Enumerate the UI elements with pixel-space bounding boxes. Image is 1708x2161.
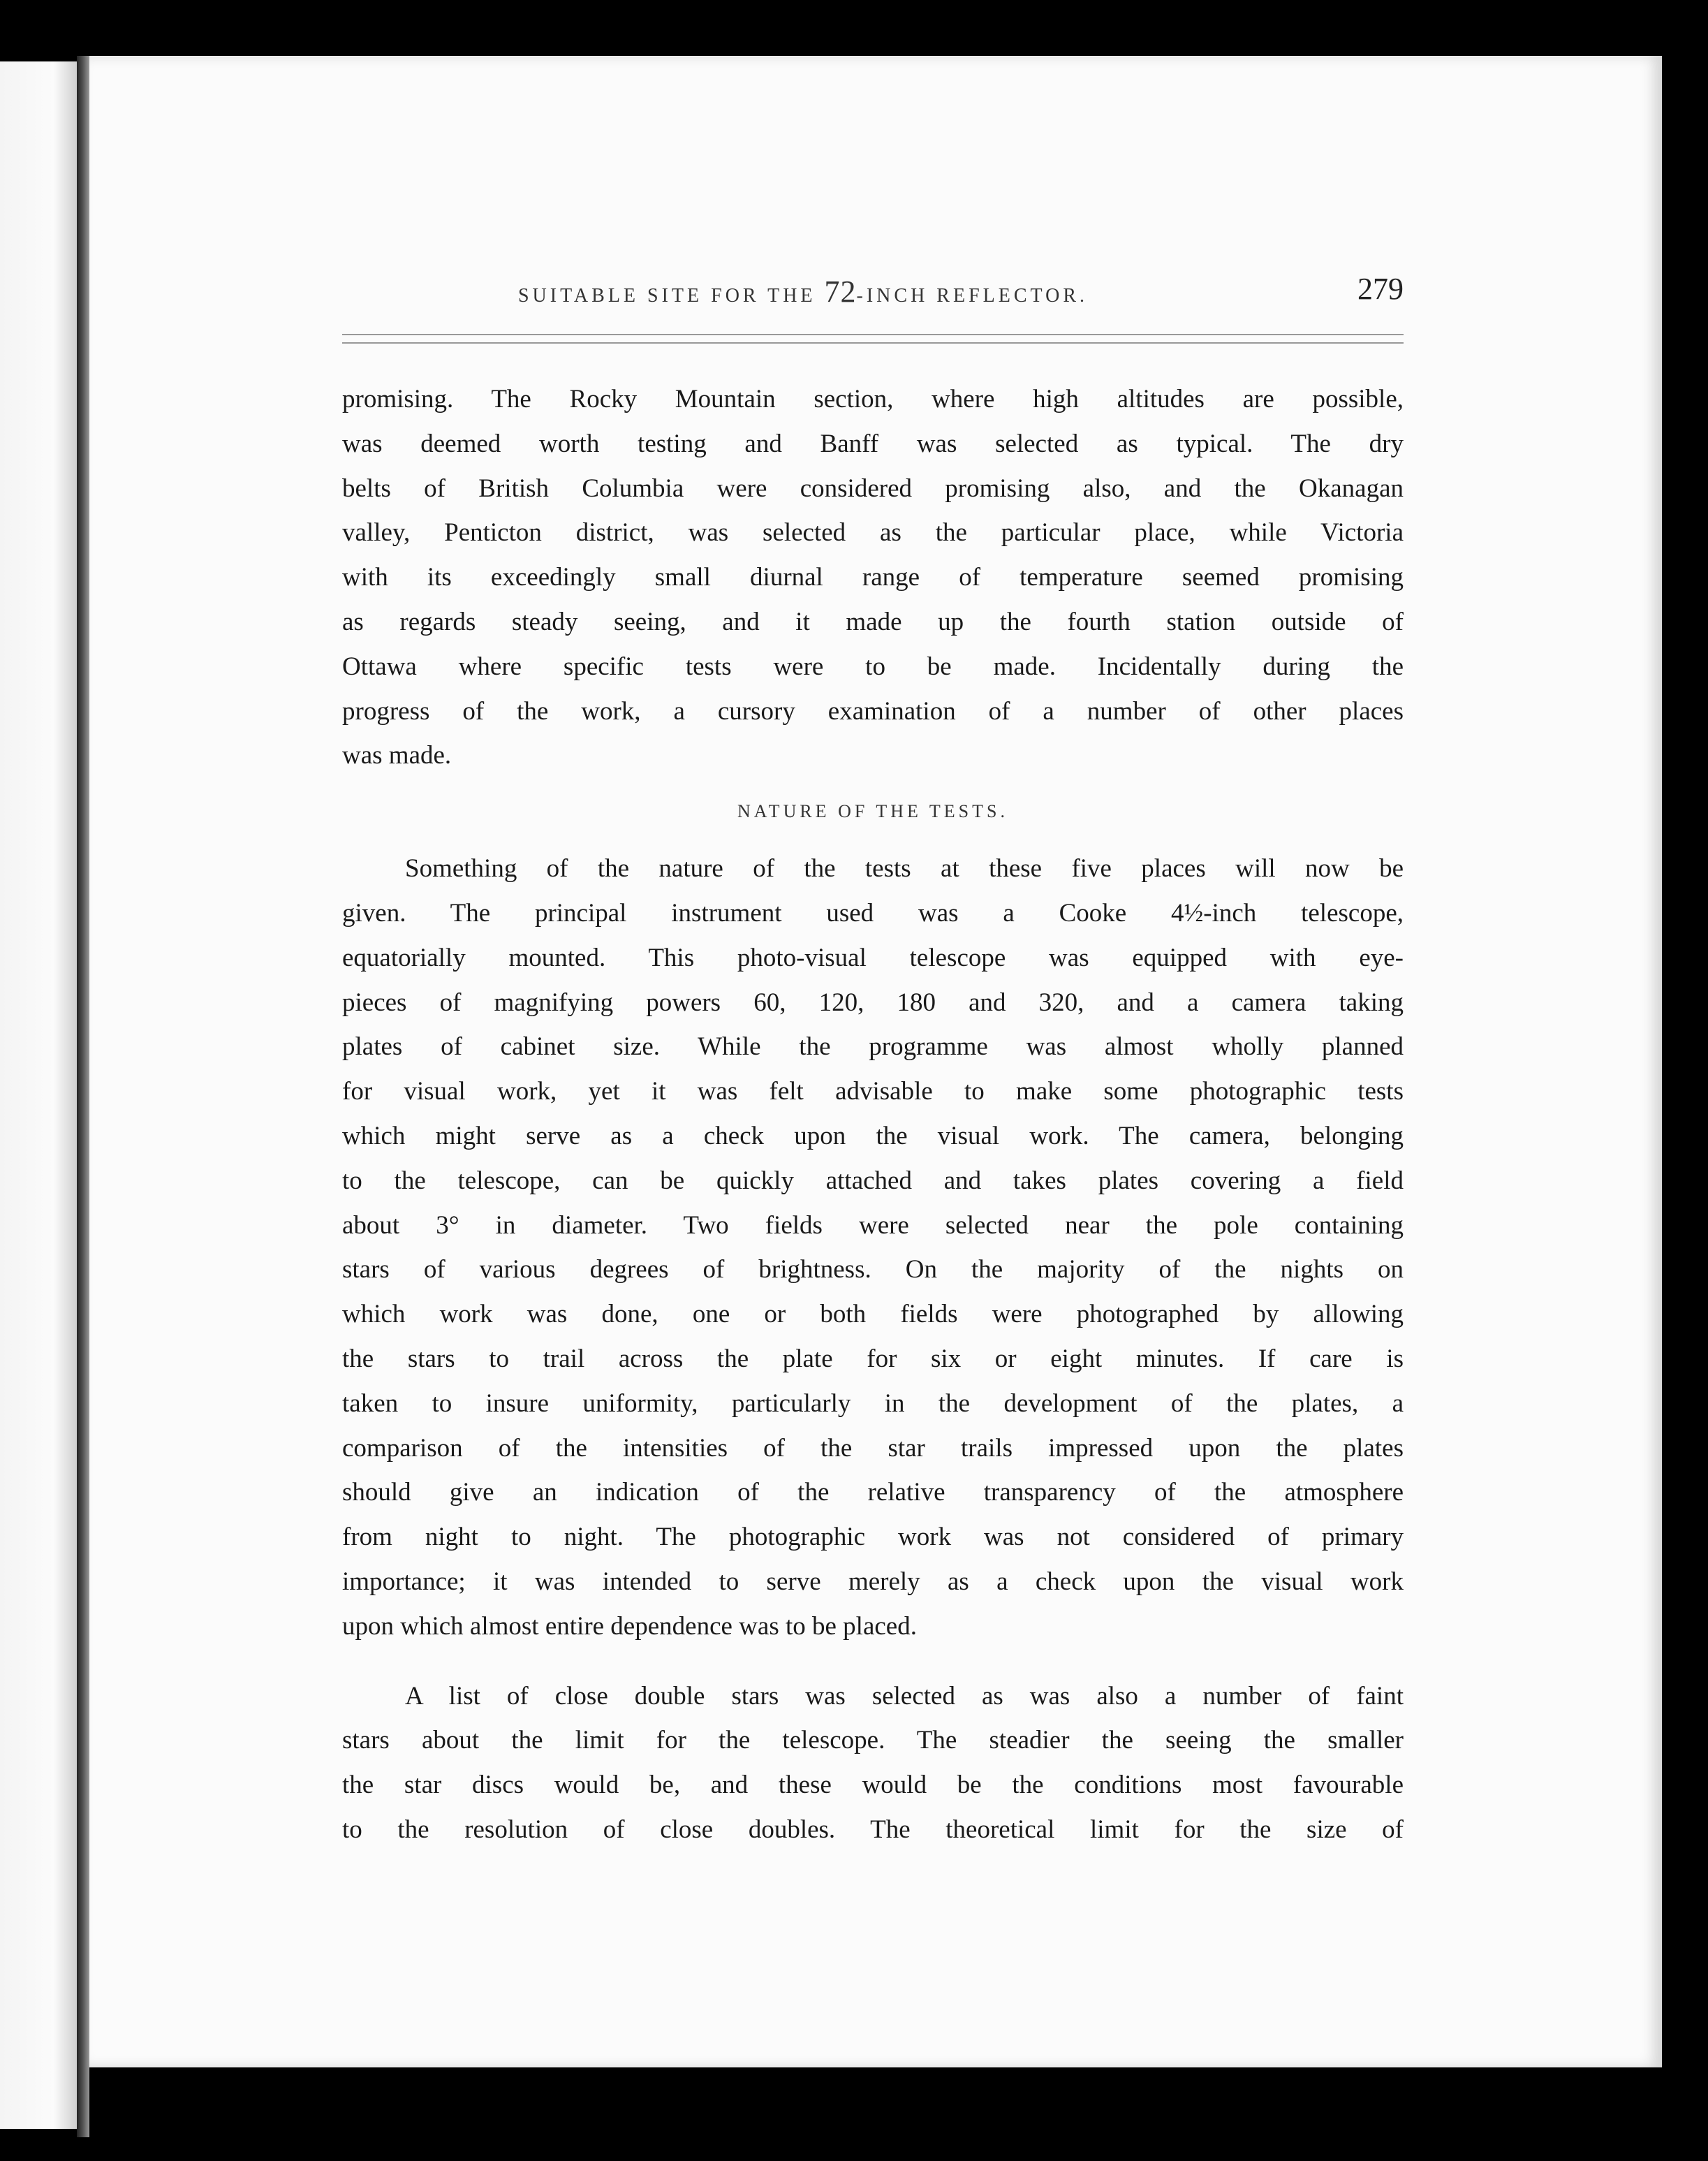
page-number: 279 (1357, 272, 1404, 306)
paragraph-3 (342, 1674, 1404, 1852)
text-line: should give an indication of the relative transparency of the atmosphere (342, 1478, 1404, 1507)
text-line: from night to night. The photographic work was not considered of primary (342, 1523, 1404, 1552)
text-line: promising. The Rocky Mountain section, where high altitudes are possible, (342, 385, 1404, 413)
text-line: which might serve as a check upon the visual work. The camera, belonging (342, 1121, 1404, 1150)
text-line: was deemed worth testing and Banff was selected as typical. The dry (342, 429, 1404, 458)
text-line: pieces of magnifying powers 60, 120, 180 and 320, and a camera taking (342, 988, 1404, 1017)
text-line: to the telescope, can be quickly attached and takes plates covering a field (342, 1166, 1404, 1195)
text-line: with its exceedingly small diurnal range of temperature seemed promising (342, 563, 1404, 592)
text-line: progress of the work, a cursory examination of a number of other places (342, 696, 1404, 726)
facing-page-edge (0, 61, 77, 2129)
text-line: to the resolution of close doubles. The theoretical limit for the size of (342, 1815, 1404, 1844)
text-line: upon which almost entire dependence was to be placed. (342, 1611, 917, 1641)
text-line: A list of close double stars was selected as was also a number of faint (405, 1681, 1404, 1711)
paragraph-1 (342, 377, 1404, 778)
text-line: plates of cabinet size. While the programme was almost wholly planned (342, 1032, 1404, 1062)
header-rule (342, 334, 1404, 344)
text-line: given. The principal instrument used was a Cooke 4½-inch telescope, (342, 898, 1404, 928)
text-line: stars of various degrees of brightness. On the majority of the nights on (342, 1255, 1404, 1284)
text-line: valley, Penticton district, was selected as the particular place, while Victoria (342, 518, 1404, 548)
paragraph-gap (342, 1649, 1404, 1674)
text-line: taken to insure uniformity, particularly in the development of the plates, a (342, 1389, 1404, 1418)
text-line: was made. (342, 741, 452, 770)
paragraph-2 (342, 847, 1404, 1648)
running-head: SUITABLE SITE FOR THE 72-INCH REFLECTOR. (517, 274, 1089, 309)
text-line: as regards steady seeing, and it made up the fourth station outside of (342, 607, 1404, 636)
section-heading: NATURE OF THE TESTS. (737, 801, 1008, 822)
text-line: for visual work, yet it was felt advisable to make some photographic tests (342, 1077, 1404, 1106)
text-line: the stars to trail across the plate for six or eight minutes. If care is (342, 1344, 1404, 1373)
text-line: importance; it was intended to serve merely as a check upon the visual work (342, 1567, 1404, 1596)
text-line: the star discs would be, and these would be the conditions most favourable (342, 1771, 1404, 1800)
page-body (342, 377, 1404, 1852)
text-line: Ottawa where specific tests were to be made. Incidentally during the (342, 652, 1404, 681)
text-line: equatorially mounted. This photo-visual telescope was equipped with eye- (342, 943, 1404, 972)
book-gutter (77, 56, 89, 2137)
text-line: Something of the nature of the tests at these five places will now be (405, 854, 1404, 884)
text-line: about 3° in diameter. Two fields were selected near the pole containing (342, 1210, 1404, 1240)
text-line: which work was done, one or both fields were photographed by allowing (342, 1300, 1404, 1329)
text-line: stars about the limit for the telescope. The steadier the seeing the smaller (342, 1726, 1404, 1755)
text-line: belts of British Columbia were considered promising also, and the Okanagan (342, 474, 1404, 503)
text-line: comparison of the intensities of the star trails impressed upon the plates (342, 1433, 1404, 1463)
page-header (342, 271, 1404, 309)
